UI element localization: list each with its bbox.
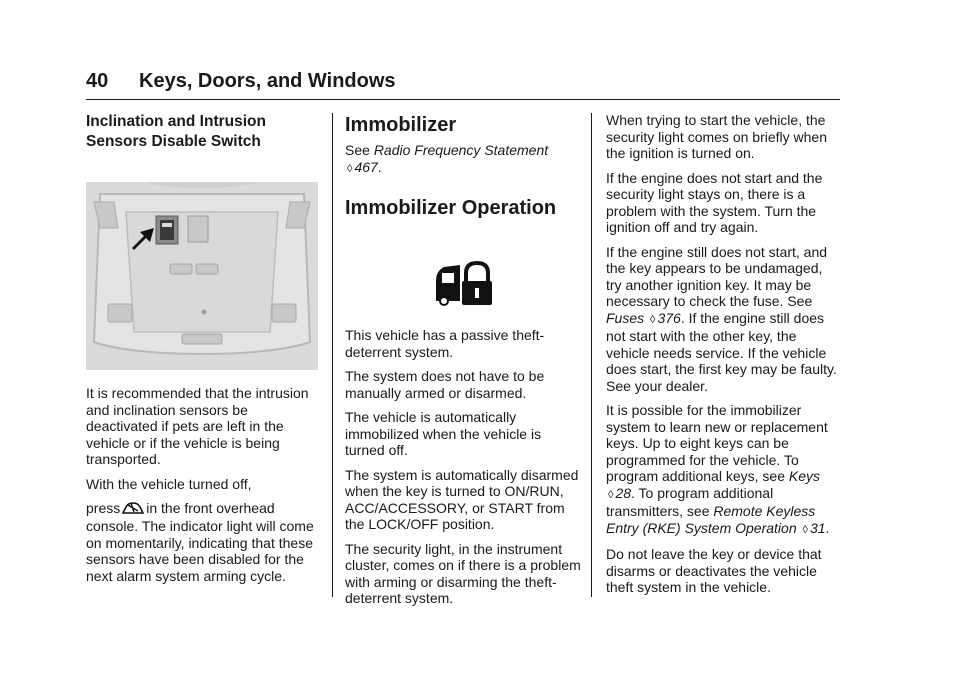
cross-reference-link[interactable]: Radio Frequency Statement bbox=[373, 142, 549, 158]
column-divider bbox=[591, 113, 592, 597]
paragraph: The security light, in the instrument cluster, comes on if there is a problem with arming or disarming the theft-deterrent system. bbox=[345, 540, 581, 606]
paragraph: If the engine does not start and the security light stays on, there is a problem with the system. Turn the ignition off and try again. bbox=[606, 169, 823, 235]
cross-reference-page[interactable]: 28 bbox=[615, 484, 632, 501]
see-reference bbox=[345, 142, 581, 177]
heading-line: Inclination and Intrusion bbox=[86, 113, 266, 130]
overhead-console-illustration bbox=[86, 182, 318, 370]
page-ref-icon: ◊ bbox=[802, 523, 808, 536]
column-middle bbox=[345, 112, 581, 615]
intrusion-sensor-button-icon bbox=[122, 501, 144, 519]
paragraph bbox=[606, 244, 840, 395]
page-number: 40 bbox=[86, 70, 109, 92]
paragraph: With the vehicle turned off, bbox=[86, 475, 252, 492]
cross-reference-page[interactable]: 31 bbox=[809, 519, 826, 536]
paragraph bbox=[86, 500, 318, 584]
page-header bbox=[86, 68, 840, 100]
heading-line: Sensors Disable Switch bbox=[86, 133, 261, 150]
text-run: . If the engine still does not start with the other key, the vehicle needs service. If the vehicle does start, the first key may be faulty. See your dealer. bbox=[606, 309, 837, 394]
column-left bbox=[86, 112, 318, 592]
cross-reference-link[interactable]: Fuses bbox=[606, 309, 645, 326]
vehicle-padlock-icon bbox=[345, 261, 581, 307]
section-heading-inclination-intrusion bbox=[86, 112, 318, 152]
page-ref-icon: ◊ bbox=[650, 313, 656, 326]
paragraph: The vehicle is automatically immobilized when the vehicle is turned off. bbox=[345, 409, 542, 458]
text-run: in the front overhead console. The indicator light will come on momentarily, indicating that these sensors have been disabled for the next alarm system arming cycle. bbox=[86, 500, 314, 584]
column-right bbox=[606, 112, 840, 604]
page-ref-icon: ◊ bbox=[608, 488, 614, 501]
cross-reference-link[interactable]: Remote Keyless Entry (RKE) System Operation bbox=[606, 503, 816, 536]
paragraph: It is recommended that the intrusion and inclination sensors be deactivated if pets are left in the vehicle or if the vehicle is being transported. bbox=[86, 385, 309, 467]
text-run: It is possible for the immobilizer system to learn new or replacement keys. Up to eight keys can be programmed for the vehicle. To program additional keys, see bbox=[606, 402, 828, 484]
section-heading-immobilizer-operation: Immobilizer Operation bbox=[345, 197, 557, 219]
paragraph: When trying to start the vehicle, the security light comes on briefly when the ignition is turned on. bbox=[606, 112, 827, 161]
cross-reference-link[interactable]: Keys bbox=[788, 468, 821, 484]
paragraph bbox=[606, 402, 840, 538]
column-divider bbox=[332, 113, 333, 597]
cross-reference-page[interactable]: 376 bbox=[657, 309, 681, 326]
cross-reference-page[interactable]: 467 bbox=[354, 158, 378, 175]
text-run: . bbox=[825, 519, 830, 536]
paragraph: This vehicle has a passive theft-deterrent system. bbox=[345, 327, 545, 360]
text-run: press bbox=[86, 500, 121, 516]
page-ref-icon: ◊ bbox=[347, 162, 353, 175]
paragraph: The system does not have to be manually armed or disarmed. bbox=[345, 368, 545, 401]
text-run: See bbox=[345, 142, 370, 158]
section-heading-immobilizer: Immobilizer bbox=[345, 114, 457, 136]
text-run: . bbox=[377, 158, 382, 175]
paragraph: The system is automatically disarmed when the key is turned to ON/RUN, ACC/ACCESSORY, or START from the LOCK/OFF position. bbox=[345, 466, 579, 532]
paragraph: Do not leave the key or device that disarms or deactivates the vehicle theft system in the vehicle. bbox=[606, 546, 822, 595]
text-run: . To program additional transmitters, see bbox=[606, 484, 774, 519]
text-run: If the engine still does not start, and the key appears to be undamaged, try another ignition key. It may be necessary to check the fuse. See bbox=[606, 243, 828, 309]
chapter-title: Keys, Doors, and Windows bbox=[139, 70, 396, 92]
